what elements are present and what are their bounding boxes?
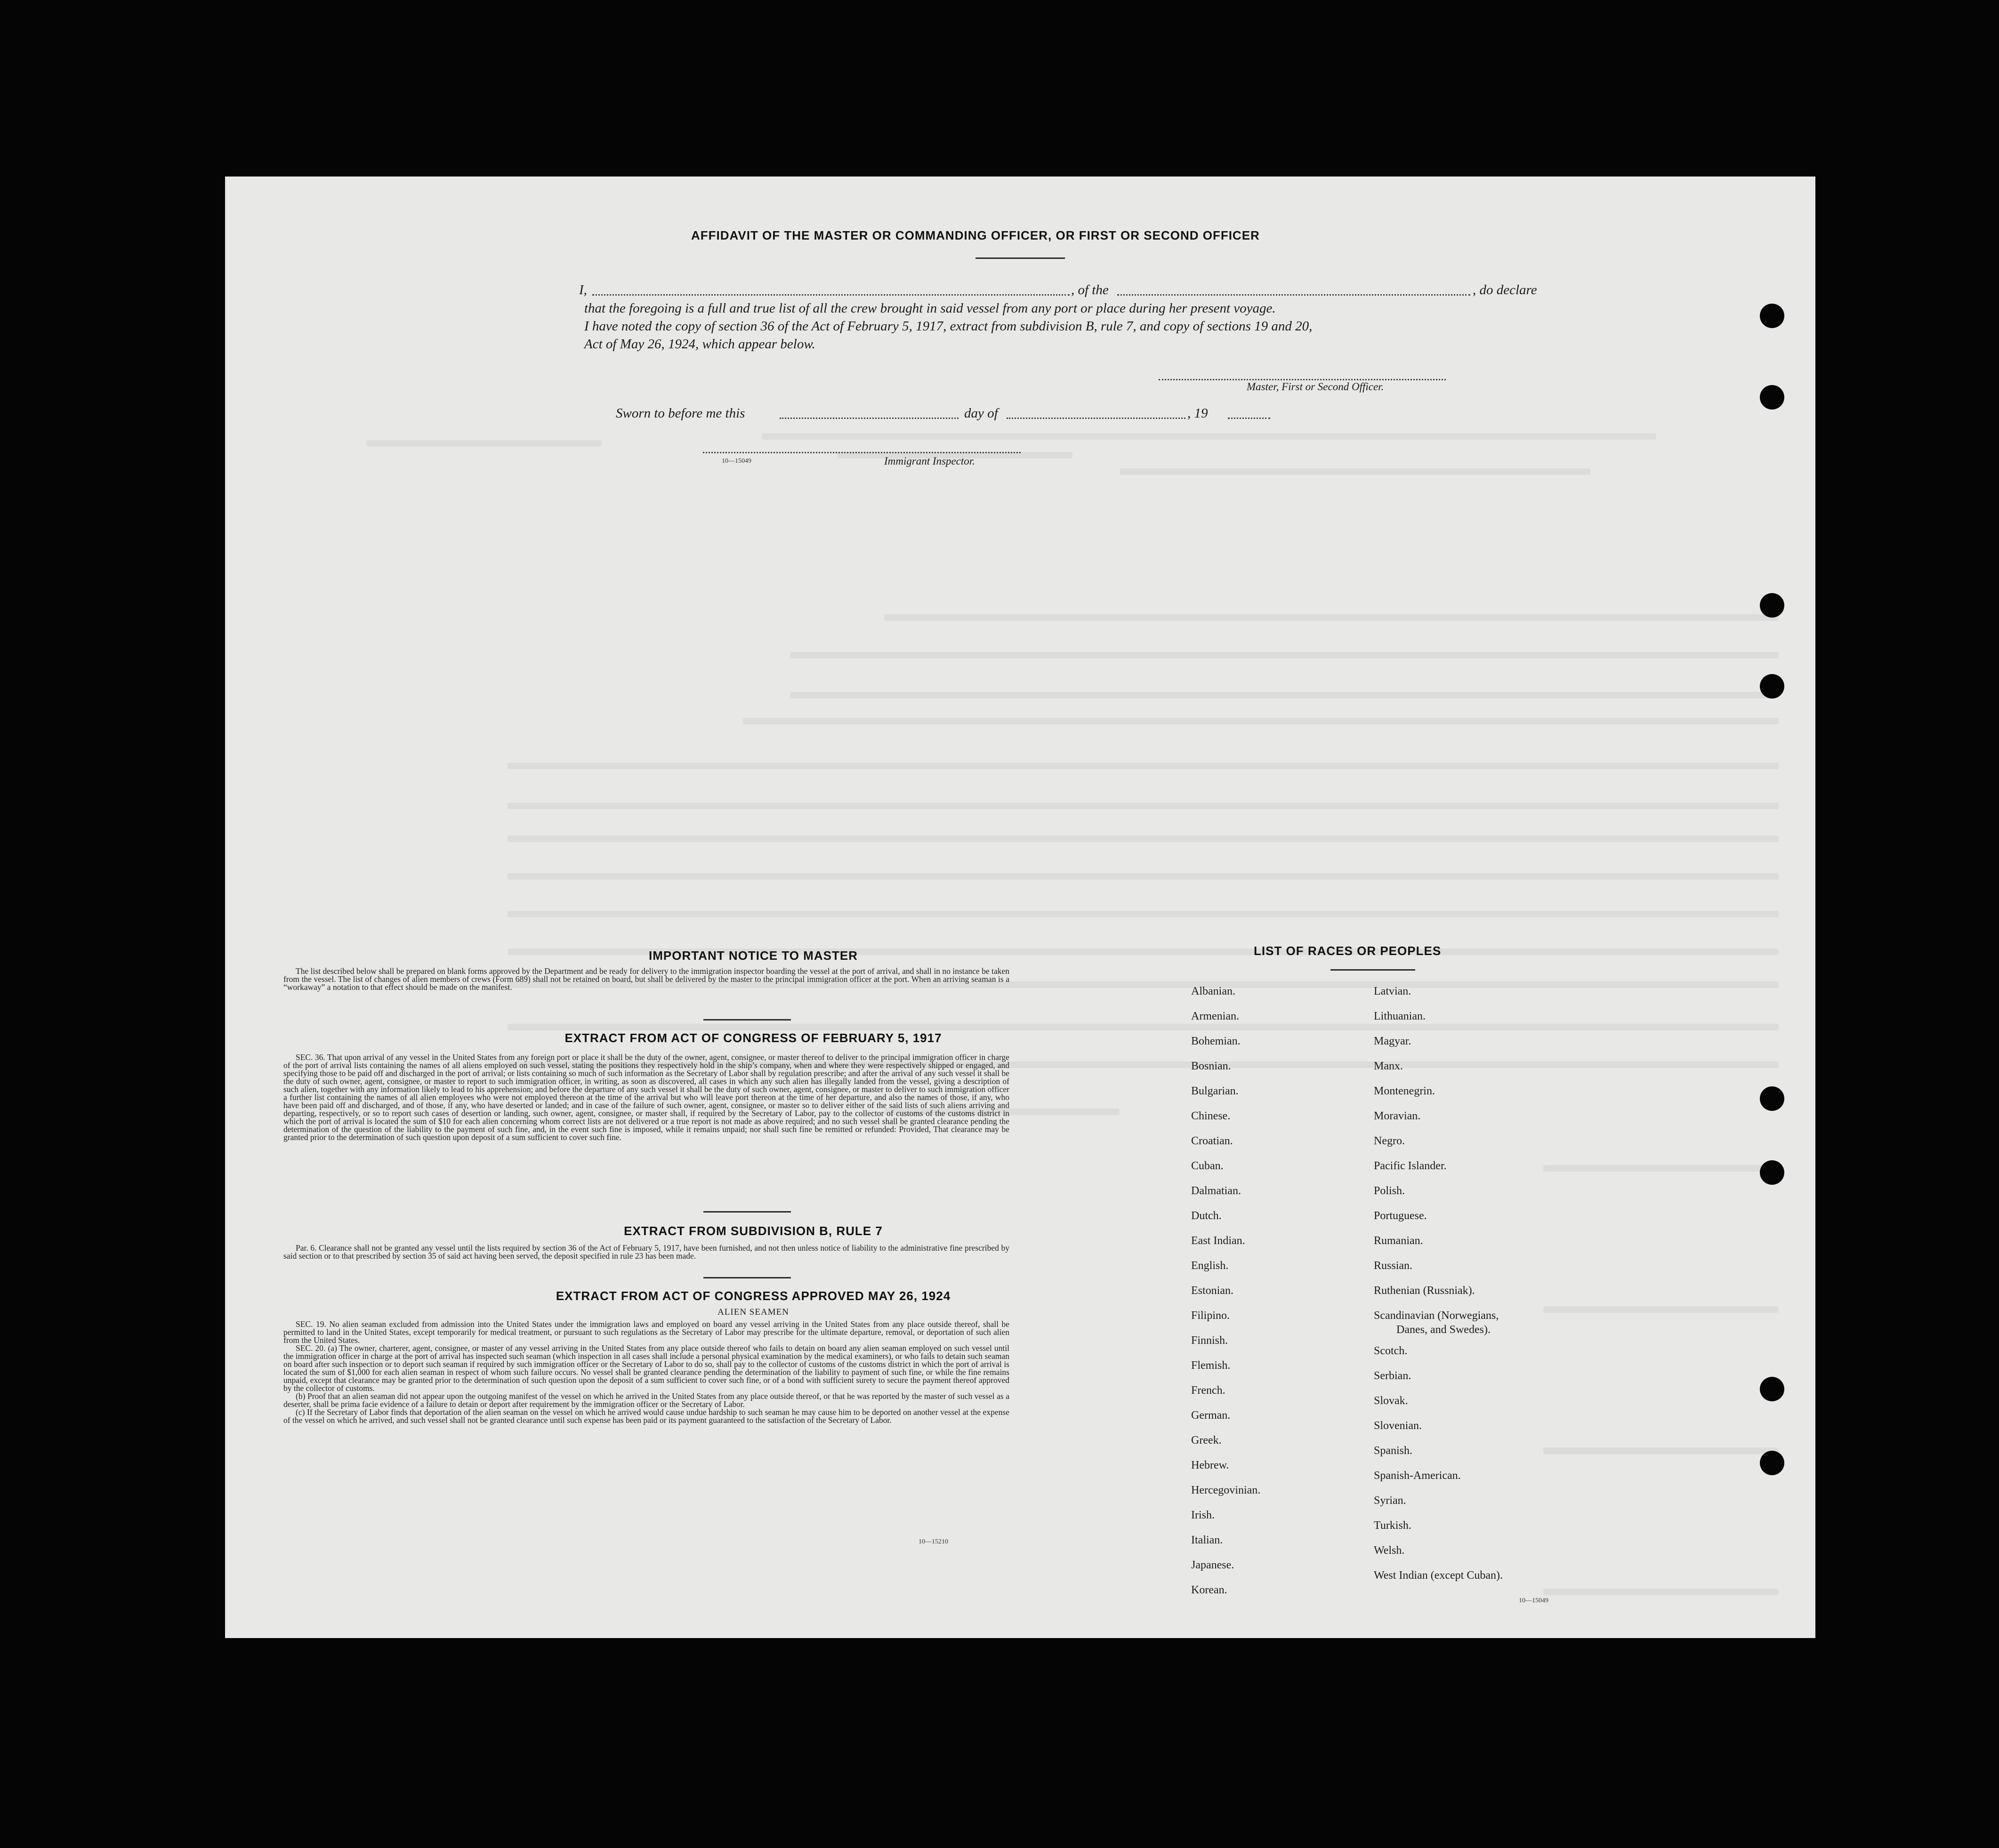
form-number-top: 10—15049: [722, 458, 751, 465]
race-item: English.: [1191, 1260, 1229, 1272]
extract-1917-text: [283, 1053, 1009, 1141]
form-number-races: 10—15049: [1519, 1597, 1548, 1604]
section-20a-paragraph: SEC. 20. (a) The owner, charterer, agent, consignee, or master of any vessel arriving in the United States from any place outside thereof who fails to detain on board any alien seaman employed on such vessel until the immigration officer in charge at the port of arrival has inspected such seaman (which inspection in all cases shall include a personal physical examination by the medical examiners), or who fails to detain such seaman on board after such inspection or to deport such seaman if required by such immigration officer or the Secretary of Labor to do so, shall pay to the collector of customs of the customs district in which the port of arrival is located the sum of $1,000 for each alien seaman in respect of whom such failure occurs. No vessel shall be granted clearance pending the determination of the liability to payment of such fine, or while the fine remains unpaid, except that clearance may be granted prior to the determination of such question upon the deposit of a sum sufficient to cover such fine, or of a bond with sufficient surety to secure the payment thereof approved by the collector of customs.: [283, 1343, 1009, 1393]
race-item: Scandinavian (Norwegians,: [1374, 1310, 1499, 1322]
vessel-blank[interactable]: [1117, 294, 1470, 296]
race-item: Dalmatian.: [1191, 1185, 1241, 1197]
punch-hole: [1760, 1160, 1784, 1185]
notice-title: IMPORTANT NOTICE TO MASTER: [649, 948, 858, 963]
sworn-day-blank[interactable]: [780, 418, 959, 419]
race-item: East Indian.: [1191, 1235, 1245, 1247]
race-item: French.: [1191, 1384, 1225, 1397]
race-item: Magyar.: [1374, 1035, 1411, 1047]
sworn-year: , 19: [1187, 406, 1208, 421]
rule-7-title: EXTRACT FROM SUBDIVISION B, RULE 7: [624, 1224, 883, 1238]
race-item: Filipino.: [1191, 1310, 1230, 1322]
race-item: Spanish-American.: [1374, 1470, 1461, 1482]
race-item: Japanese.: [1191, 1559, 1234, 1571]
race-item: Syrian.: [1374, 1494, 1406, 1507]
sworn-year-blank[interactable]: [1228, 418, 1270, 419]
sworn-day-of: day of: [964, 406, 998, 421]
race-item: Lithuanian.: [1374, 1010, 1426, 1022]
declaration-line-1-of: , of the: [1071, 282, 1109, 297]
extract-1924-title: EXTRACT FROM ACT OF CONGRESS APPROVED MAY 26, 1924: [556, 1289, 951, 1303]
race-item: Scotch.: [1374, 1345, 1408, 1357]
extract-1917-divider: [703, 1211, 791, 1213]
punch-hole: [1760, 1451, 1784, 1475]
race-item: Rumanian.: [1374, 1235, 1423, 1247]
notice-paragraph: The list described below shall be prepared on blank forms approved by the Department and be ready for delivery to the immigration inspector boarding the vessel at the port of arrival, and shall in no instance be taken from the vessel. The list of changes of alien members of crews (Form 689) shall not be retained on board, but shall be delivered by the master to the principal immigration officer at the port. When an arriving seaman is a “workaway” a notation to that effect should be made on the manifest.: [283, 966, 1009, 992]
race-item: Hercegovinian.: [1191, 1484, 1261, 1496]
race-item: Latvian.: [1374, 985, 1411, 997]
race-item: Armenian.: [1191, 1010, 1239, 1022]
race-item: Slovenian.: [1374, 1420, 1422, 1432]
extract-1917-title: EXTRACT FROM ACT OF CONGRESS OF FEBRUARY 5, 1917: [564, 1031, 942, 1045]
race-item: Cuban.: [1191, 1160, 1224, 1172]
form-number-extract: 10—15210: [919, 1538, 948, 1545]
extract-1924-text: [283, 1320, 1009, 1424]
race-item: Hebrew.: [1191, 1459, 1229, 1471]
race-item: Pacific Islander.: [1374, 1160, 1447, 1172]
alien-seamen-subtitle: ALIEN SEAMEN: [717, 1307, 789, 1317]
races-divider: [1330, 969, 1415, 971]
punch-hole: [1760, 674, 1784, 699]
name-blank[interactable]: [592, 294, 1070, 296]
section-20b-paragraph: (b) Proof that an alien seaman did not appear upon the outgoing manifest of the vessel on which he arrived in the United States from any place outside thereof, or that he was reported by the master of such vessel as a deserter, shall be prima facie evidence of a failure to detain or deport after requirement by the immigration officer or the Secretary of Labor.: [283, 1391, 1009, 1409]
race-item: Ruthenian (Russniak).: [1374, 1285, 1475, 1297]
race-item: Estonian.: [1191, 1285, 1233, 1297]
race-item: Welsh.: [1374, 1544, 1405, 1557]
race-item: Portuguese.: [1374, 1210, 1427, 1222]
punch-hole: [1760, 1086, 1784, 1111]
notice-divider: [703, 1019, 791, 1020]
race-item: Flemish.: [1191, 1359, 1231, 1372]
races-title: LIST OF RACES OR PEOPLES: [1254, 944, 1442, 958]
race-item-continuation: Danes, and Swedes).: [1396, 1324, 1491, 1336]
declaration-line-2: that the foregoing is a full and true list of all the crew brought in said vessel from any port or place during her present voyage.: [584, 301, 1276, 316]
race-item: Turkish.: [1374, 1519, 1411, 1532]
race-item: Korean.: [1191, 1584, 1227, 1596]
race-item: Greek.: [1191, 1434, 1222, 1446]
rule-7-divider: [703, 1277, 791, 1278]
race-item: Montenegrin.: [1374, 1085, 1435, 1097]
inspector-signature-line[interactable]: [703, 452, 1021, 453]
race-item: Negro.: [1374, 1135, 1405, 1147]
race-item: Irish.: [1191, 1509, 1215, 1521]
title-divider: [975, 257, 1065, 259]
declaration-line-4: Act of May 26, 1924, which appear below.: [584, 337, 815, 352]
section-36-paragraph: SEC. 36. That upon arrival of any vessel in the United States from any foreign port or place it shall be the duty of the owner, agent, consignee, or master thereof to deliver to the principal immigration officer in charge of the port of arrival lists containing the names of all aliens employed on such vessel, stating the positions they respectively hold in the ship’s company, when and where they were respectively shipped or engaged, and specifying those to be paid off and discharged in the port of arrival; or lists containing so much of such information as the Secretary of Labor shall by regulation prescribe; and after the arrival of any such vessel it shall be the duty of such owner, agent, consignee, or master to report to such immigration officer, in writing, as soon as discovered, all cases in which any such alien has illegally landed from the vessel, giving a description of such alien, together with any information likely to lead to his apprehension; and before the departure of any such vessel it shall be the duty of such owner, agent, consignee, or master to deliver to such immigration officer a further list containing the names of all alien employees who were not employed thereon at the time of the arrival but who will leave port thereon at the time of her departure, and also the names of those, if any, who have been paid off and discharged, and of those, if any, who have deserted or landed; and in case of the failure of such owner, agent, consignee, or master so to deliver either of the said lists of such aliens arriving and departing, respectively, or so to report such cases of desertion or landing, such owner, agent, consignee, or master shall, if required by the Secretary of Labor, pay to the collector of customs of the customs district in which the port of arrival is located the sum of $10 for each alien concerning whom correct lists are not delivered or a true report is not made as above required; and no such vessel shall be granted clearance pending the determination of the question of the liability to the payment of such fine, and, in the event such fine is imposed, while it remains unpaid; nor shall such fine be remitted or refunded: Provided, That clearance may be granted prior to the determination of such question upon deposit of a sum sufficient to cover such fine.: [283, 1053, 1009, 1142]
race-item: Slovak.: [1374, 1395, 1408, 1407]
declaration-line-3: I have noted the copy of section 36 of the Act of February 5, 1917, extract from subdivision B, rule 7, and copy of sections 19 and 20,: [584, 319, 1313, 334]
sworn-text: Sworn to before me this: [616, 406, 745, 421]
race-item: Dutch.: [1191, 1210, 1222, 1222]
race-item: Polish.: [1374, 1185, 1405, 1197]
punch-hole: [1760, 385, 1784, 410]
signature-label: Master, First or Second Officer.: [1247, 381, 1384, 393]
race-item: Croatian.: [1191, 1135, 1233, 1147]
affidavit-title: AFFIDAVIT OF THE MASTER OR COMMANDING OFFICER, OR FIRST OR SECOND OFFICER: [691, 228, 1260, 242]
race-item: Russian.: [1374, 1260, 1413, 1272]
form-page: [225, 177, 1815, 1638]
inspector-label: Immigrant Inspector.: [884, 455, 975, 467]
section-19-paragraph: SEC. 19. No alien seaman excluded from admission into the United States under the immigration laws and employed on board any vessel arriving in the United States from any place outside thereof, shall be permitted to land in the United States, except temporarily for medical treatment, or pursuant to such regulations as the Secretary of Labor may prescribe for the ultimate departure, removal, or deportation of such alien from the United States.: [283, 1319, 1009, 1345]
race-item: Manx.: [1374, 1060, 1403, 1072]
signature-line[interactable]: [1159, 379, 1446, 380]
race-item: Finnish.: [1191, 1334, 1228, 1347]
race-item: West Indian (except Cuban).: [1374, 1569, 1503, 1582]
race-item: Bohemian.: [1191, 1035, 1241, 1047]
race-item: Spanish.: [1374, 1445, 1413, 1457]
rule-7-paragraph: Par. 6. Clearance shall not be granted any vessel until the lists required by section 36 of the Act of February 5, 1917, have been furnished, and not then unless notice of liability to the administrative fine prescribed by said section or to that prescribed by section 35 of said act having been served, the deposit specified in rule 23 has been made.: [283, 1243, 1009, 1261]
punch-hole: [1760, 304, 1784, 328]
rule-7-text: [283, 1244, 1009, 1260]
race-item: Italian.: [1191, 1534, 1223, 1546]
punch-hole: [1760, 1377, 1784, 1401]
race-item: Bulgarian.: [1191, 1085, 1239, 1097]
race-item: Bosnian.: [1191, 1060, 1231, 1072]
race-item: Serbian.: [1374, 1370, 1411, 1382]
section-20c-paragraph: (c) If the Secretary of Labor finds that deportation of the alien seaman on the vessel on which he arrived would cause undue hardship to such seaman he may cause him to be deported on another vessel at the expense of the vessel on which he arrived, and such vessel shall not be granted clearance until such expense has been paid or its payment guaranteed to the satisfaction of the Secretary of Labor.: [283, 1407, 1009, 1425]
punch-hole: [1760, 593, 1784, 618]
sworn-month-blank[interactable]: [1007, 418, 1185, 419]
race-item: German.: [1191, 1409, 1231, 1422]
declaration-line-1-end: , do declare: [1473, 282, 1537, 297]
race-item: Moravian.: [1374, 1110, 1421, 1122]
notice-text: [283, 967, 1009, 991]
declaration-line-1-start: I,: [579, 282, 587, 297]
race-item: Chinese.: [1191, 1110, 1231, 1122]
race-item: Albanian.: [1191, 985, 1235, 997]
